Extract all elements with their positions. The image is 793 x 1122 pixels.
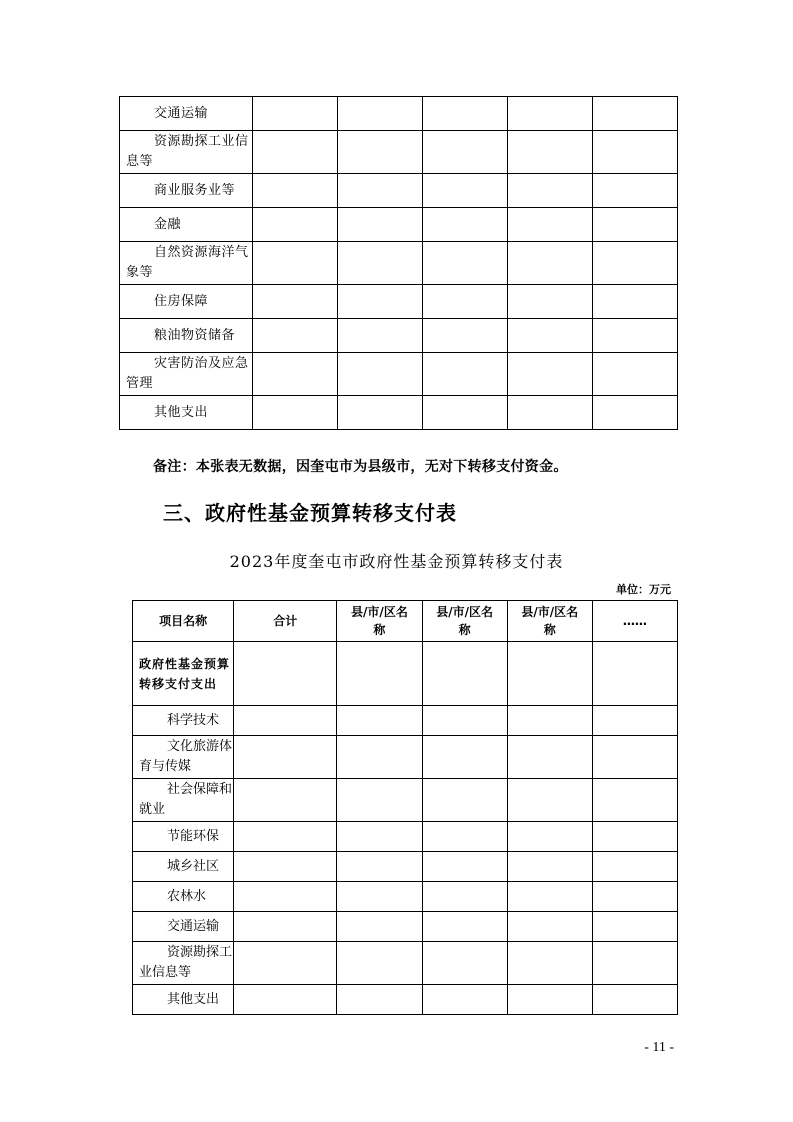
row-label: 粮油物资储备 — [120, 319, 253, 353]
header-cell-region-3: 县/市/区名称 — [507, 601, 592, 642]
table-cell — [508, 174, 593, 208]
table-cell — [423, 319, 508, 353]
table-cell — [507, 852, 592, 882]
table-cell — [593, 396, 678, 430]
table-cell — [507, 706, 592, 736]
header-cell-item-name: 项目名称 — [133, 601, 234, 642]
unit-label: 单位：万元 — [616, 583, 671, 596]
table-cell — [422, 642, 507, 706]
row-label: 其他支出 — [133, 985, 234, 1015]
header-cell-region-2: 县/市/区名称 — [422, 601, 507, 642]
table-cell — [338, 396, 423, 430]
row-label: 科学技术 — [133, 706, 234, 736]
table-row — [133, 822, 678, 852]
table-cell — [592, 736, 677, 779]
table-cell — [593, 208, 678, 242]
table-row — [120, 242, 678, 285]
table-cell — [507, 736, 592, 779]
table-cell — [422, 822, 507, 852]
table-cell — [337, 912, 422, 942]
table-cell — [593, 174, 678, 208]
table-cell — [593, 131, 678, 174]
table-cell — [592, 642, 677, 706]
table-cell — [592, 852, 677, 882]
table-cell — [508, 242, 593, 285]
table-cell — [338, 285, 423, 319]
table-cell — [337, 642, 422, 706]
table-cell — [337, 736, 422, 779]
table-cell — [423, 353, 508, 396]
table-cell — [592, 912, 677, 942]
row-label: 政府性基金预算转移支付支出 — [133, 642, 234, 706]
table-cell — [422, 985, 507, 1015]
table-cell — [253, 285, 338, 319]
row-label: 资源勘探工业信息等 — [120, 131, 253, 174]
table-row — [120, 396, 678, 430]
table-cell — [338, 319, 423, 353]
table-cell — [422, 736, 507, 779]
table-cell — [507, 642, 592, 706]
table-row — [133, 912, 678, 942]
table-cell — [507, 912, 592, 942]
table-cell — [422, 852, 507, 882]
header-cell-region-1: 县/市/区名称 — [337, 601, 422, 642]
table-cell — [423, 396, 508, 430]
table-row — [133, 852, 678, 882]
table-cell — [422, 942, 507, 985]
table-row — [120, 285, 678, 319]
table-cell — [234, 822, 337, 852]
table-cell — [508, 208, 593, 242]
table-cell — [337, 985, 422, 1015]
table-cell — [338, 353, 423, 396]
table-cell — [507, 779, 592, 822]
row-label: 住房保障 — [120, 285, 253, 319]
table-row — [120, 131, 678, 174]
table-cell — [423, 208, 508, 242]
table-note: 备注：本张表无数据，因奎屯市为县级市，无对下转移支付资金。 — [153, 459, 568, 475]
row-label: 农林水 — [133, 882, 234, 912]
table-cell — [592, 822, 677, 852]
table-cell — [592, 706, 677, 736]
table-cell — [508, 396, 593, 430]
row-label: 灾害防治及应急管理 — [120, 353, 253, 396]
table-cell — [422, 882, 507, 912]
table-cell — [253, 396, 338, 430]
row-label: 社会保障和就业 — [133, 779, 234, 822]
fund-transfer-table — [132, 600, 678, 1015]
table-cell — [508, 319, 593, 353]
header-cell-ellipsis: …… — [592, 601, 677, 642]
section-heading: 三、政府性基金预算转移支付表 — [163, 501, 457, 525]
table-row — [133, 985, 678, 1015]
table-cell — [423, 285, 508, 319]
table-cell — [508, 353, 593, 396]
expenditure-table-continued — [119, 96, 678, 430]
table-cell — [422, 912, 507, 942]
row-label: 自然资源海洋气象等 — [120, 242, 253, 285]
table-cell — [338, 242, 423, 285]
row-label: 其他支出 — [120, 396, 253, 430]
table-cell — [593, 353, 678, 396]
table-cell — [338, 97, 423, 131]
table-cell — [507, 985, 592, 1015]
table-row — [133, 882, 678, 912]
table-cell — [422, 706, 507, 736]
table-cell — [234, 779, 337, 822]
row-label: 商业服务业等 — [120, 174, 253, 208]
table-cell — [423, 131, 508, 174]
table-cell — [337, 779, 422, 822]
table-cell — [593, 285, 678, 319]
table-header-row — [133, 601, 678, 642]
table-cell — [507, 942, 592, 985]
table-cell — [234, 912, 337, 942]
table-cell — [234, 985, 337, 1015]
table-cell — [234, 882, 337, 912]
table-cell — [592, 882, 677, 912]
row-label: 文化旅游体育与传媒 — [133, 736, 234, 779]
table-cell — [253, 97, 338, 131]
table-cell — [507, 882, 592, 912]
table-cell — [253, 208, 338, 242]
header-cell-total: 合计 — [234, 601, 337, 642]
table-cell — [338, 174, 423, 208]
table-row — [133, 706, 678, 736]
table-cell — [338, 208, 423, 242]
table-row — [120, 353, 678, 396]
table-cell — [234, 642, 337, 706]
table-cell — [593, 319, 678, 353]
table-title: 2023年度奎屯市政府性基金预算转移支付表 — [229, 552, 564, 571]
table-cell — [337, 942, 422, 985]
table-cell — [337, 882, 422, 912]
row-label: 节能环保 — [133, 822, 234, 852]
table-cell — [423, 242, 508, 285]
table-row — [133, 642, 678, 706]
table-cell — [593, 97, 678, 131]
table-cell — [234, 942, 337, 985]
table-cell — [234, 706, 337, 736]
table-cell — [253, 174, 338, 208]
table-cell — [592, 985, 677, 1015]
table-row — [133, 942, 678, 985]
table-cell — [507, 822, 592, 852]
table-cell — [337, 852, 422, 882]
table-cell — [592, 942, 677, 985]
table-cell — [423, 97, 508, 131]
table-cell — [508, 131, 593, 174]
table-cell — [253, 242, 338, 285]
row-label: 交通运输 — [133, 912, 234, 942]
row-label: 城乡社区 — [133, 852, 234, 882]
table-cell — [234, 736, 337, 779]
table-row — [133, 779, 678, 822]
table-cell — [508, 285, 593, 319]
row-label: 交通运输 — [120, 97, 253, 131]
table-cell — [253, 353, 338, 396]
table-row — [120, 174, 678, 208]
table-row — [120, 208, 678, 242]
table-cell — [253, 131, 338, 174]
table-cell — [422, 779, 507, 822]
table-cell — [423, 174, 508, 208]
row-label: 资源勘探工业信息等 — [133, 942, 234, 985]
table-cell — [253, 319, 338, 353]
table-cell — [234, 852, 337, 882]
table-row — [120, 97, 678, 131]
table-row — [120, 319, 678, 353]
table-cell — [593, 242, 678, 285]
table-cell — [337, 822, 422, 852]
table-row — [133, 736, 678, 779]
table-cell — [337, 706, 422, 736]
table-cell — [508, 97, 593, 131]
page-number: - 11 - — [644, 1040, 674, 1055]
row-label: 金融 — [120, 208, 253, 242]
table-cell — [592, 779, 677, 822]
table-cell — [338, 131, 423, 174]
